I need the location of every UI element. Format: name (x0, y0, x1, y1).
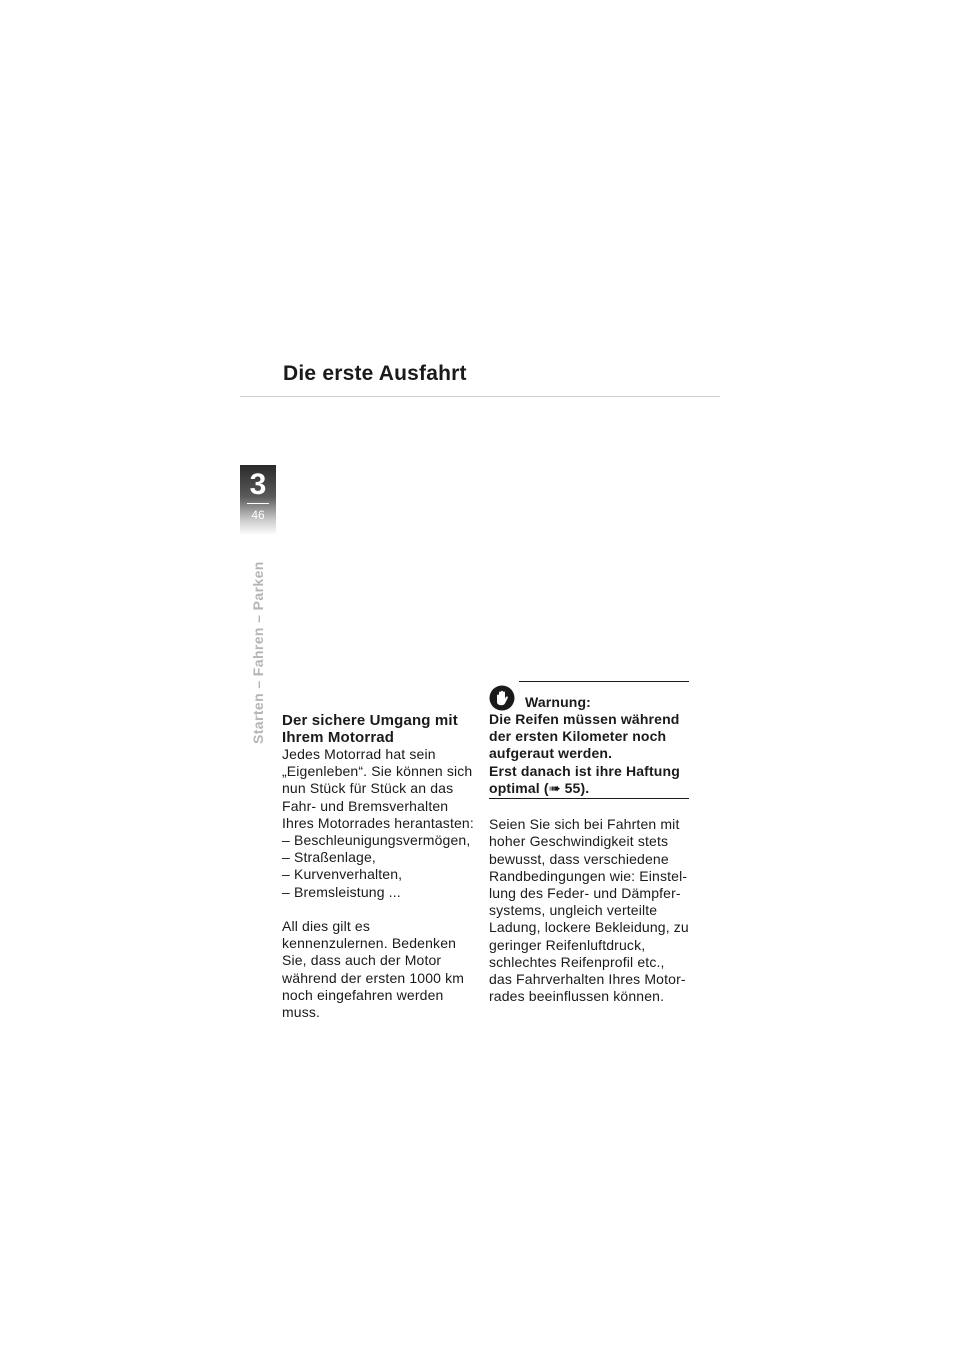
right-column (489, 675, 689, 1005)
behavior-list (282, 832, 477, 901)
title-divider (240, 396, 720, 397)
list-item: – Kurvenverhalten, (282, 866, 403, 883)
warning-bottom-rule (489, 798, 689, 799)
list-item: – Bremsleistung ... (282, 883, 401, 900)
list-item: – Straßenlage, (282, 849, 376, 866)
warning-label: Warnung: (525, 694, 591, 710)
body-paragraph: Seien Sie sich bei Fahrten mit hoher Geschwindigkeit stets bewusst, dass verschiedene Randbedingungen wie: Einstel- lung des Feder- und Dämpfer- systems, ungleich verteilte Ladung, lockere Bekleidung, zu geringer Reifenluftdruck, schlechtes Reifenprofil etc., das Fahrverhalten Ihres Motor- rades beeinflussen können. (489, 816, 689, 1005)
page-title: Die erste Ausfahrt (283, 362, 467, 385)
warning-box (489, 675, 689, 799)
warning-top-rule (519, 681, 689, 682)
page-number: 46 (251, 508, 265, 522)
chapter-tab (240, 465, 276, 535)
warning-header (489, 681, 689, 711)
arrow-right-icon: ➠ (548, 779, 561, 796)
section-heading: Der sichere Umgang mit Ihrem Motorrad (282, 712, 458, 746)
warning-text-2 (489, 763, 689, 797)
left-column (282, 712, 477, 1021)
intro-paragraph: Jedes Motorrad hat sein „Eigenleben“. Sie können sich nun Stück für Stück an das Fahr- und Bremsverhalten Ihres Motorrades herantasten: (282, 746, 474, 831)
warning-text-2-suffix: 55). (560, 779, 590, 796)
list-item: – Beschleunigungsvermögen, (282, 832, 471, 849)
chapter-divider (247, 503, 269, 504)
hand-stop-icon (489, 685, 515, 711)
warning-text-2-prefix: Erst danach ist ihre Haftung optimal ( (489, 762, 680, 796)
warning-text-1: Die Reifen müssen während der ersten Kilometer noch aufgeraut werden. (489, 711, 680, 762)
closing-paragraph: All dies gilt es kennenzulernen. Bedenken Sie, dass auch der Motor während der ersten 1000 km noch eingefahren werden muss. (282, 918, 465, 1021)
chapter-side-label: Starten – Fahren – Parken (250, 561, 266, 744)
chapter-number: 3 (249, 468, 267, 501)
